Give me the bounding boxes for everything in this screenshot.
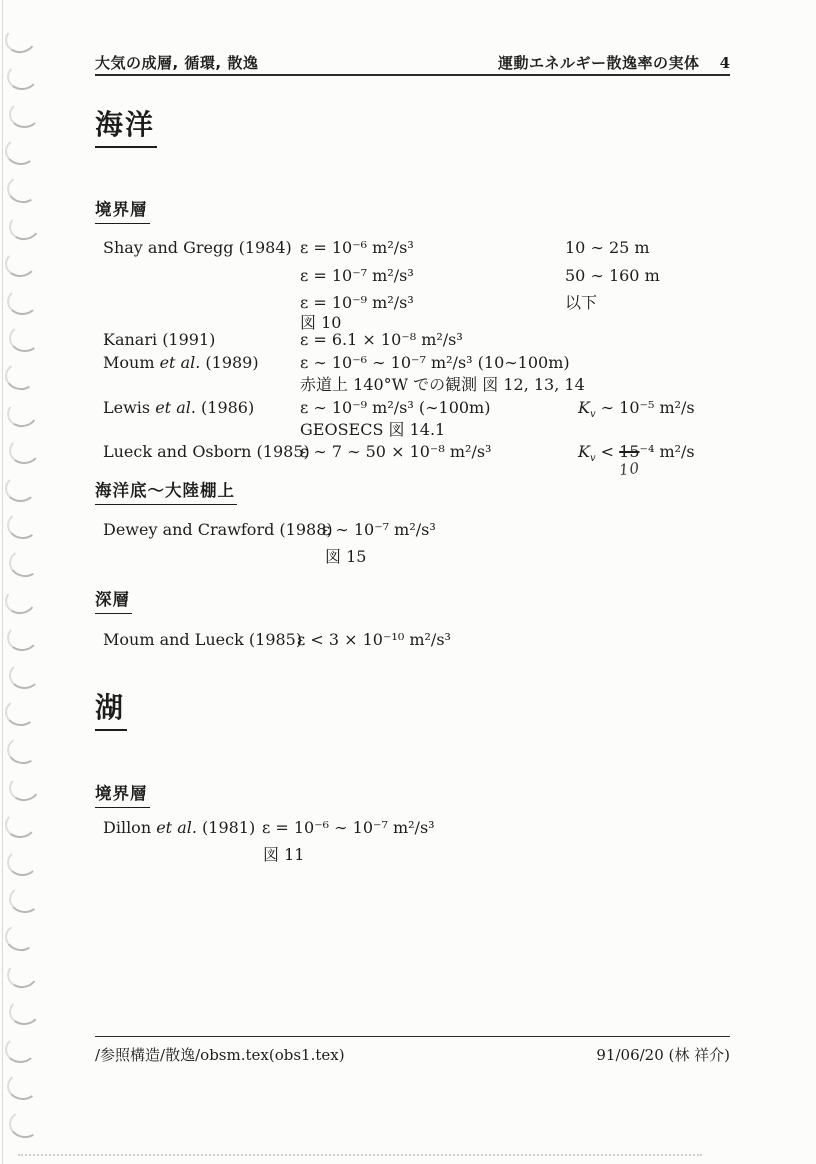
reference-label: Moum and Lueck (1985) (103, 630, 303, 649)
subsection-title-boundary-layer: 境界層 (95, 196, 150, 224)
page-number: 4 (719, 54, 730, 72)
figure-reference: GEOSECS 図 14.1 (300, 420, 446, 439)
binding-hole (3, 360, 38, 392)
epsilon-formula: ε ∼ 10⁻⁷ m²/s³ (322, 520, 436, 539)
epsilon-formula: ε = 10⁻⁶ ∼ 10⁻⁷ m²/s³ (262, 818, 435, 837)
reference-label (103, 353, 259, 372)
binding-hole (8, 997, 41, 1027)
epsilon-formula: ε ∼ 7 ∼ 50 × 10⁻⁸ m²/s³ (300, 442, 492, 461)
struck-value: 15 (619, 442, 640, 461)
binding-hole (5, 173, 40, 205)
page-edge-line (2, 0, 3, 1164)
reference-label: Dewey and Crawford (1988) (103, 520, 333, 539)
footer-rule (95, 1036, 730, 1037)
kv-subscript: v (589, 453, 596, 465)
kv-symbol: K (578, 398, 590, 417)
binding-hole (4, 249, 37, 279)
ref-year: (1986) (195, 398, 255, 417)
binding-hole (5, 734, 40, 766)
binding-hole (6, 623, 39, 653)
binding-hole (8, 324, 41, 354)
binding-hole (5, 475, 36, 502)
footer-date-author: 91/06/20 (林 祥介) (596, 1046, 730, 1064)
kv-subscript: v (589, 409, 596, 421)
reference-label: Shay and Gregg (1984) (103, 238, 292, 257)
depth-range-note: 10 ∼ 25 m (565, 238, 650, 257)
footer-path: /参照構造/散逸/obsm.tex(obs1.tex) (95, 1046, 345, 1064)
depth-range-note: 以下 (565, 293, 598, 312)
binding-hole (6, 62, 39, 92)
page-header-left: 大気の成層, 循環, 散逸 (95, 54, 259, 72)
epsilon-formula: ε ∼ 10⁻⁶ ∼ 10⁻⁷ m²/s³ (10∼100m) (300, 353, 570, 372)
reference-label: Lueck and Osborn (1985) (103, 442, 310, 461)
page-header-right (498, 52, 730, 73)
binding-hole (8, 885, 41, 915)
binding-hole (7, 288, 38, 315)
reference-label: Kanari (1991) (103, 330, 216, 349)
binding-hole (3, 585, 38, 617)
ref-text: Dillon (103, 818, 157, 837)
ref-year: (1989) (200, 353, 259, 372)
epsilon-formula: ε = 10⁻⁹ m²/s³ (300, 293, 414, 312)
binding-hole (7, 211, 42, 243)
binding-hole (4, 698, 37, 728)
header-right-title: 運動エネルギー散逸率の実体 (498, 54, 700, 72)
binding-hole (7, 772, 42, 804)
binding-hole (7, 547, 42, 579)
binding-hole (7, 1108, 42, 1140)
kv-value: ∼ 10⁻⁵ m²/s (595, 398, 695, 417)
ref-et-al: et al. (156, 818, 197, 837)
kv-note (578, 398, 695, 424)
epsilon-formula: ε = 10⁻⁷ m²/s³ (300, 266, 414, 285)
reference-label (103, 398, 254, 417)
reference-label (103, 818, 255, 837)
binding-hole (4, 810, 37, 840)
ref-et-al: et al. (159, 353, 201, 372)
subsection-title-deep-layer: 深層 (95, 586, 132, 614)
binding-hole (8, 436, 41, 466)
binding-hole (3, 24, 38, 56)
binding-hole (6, 511, 39, 541)
binding-hole (6, 1072, 39, 1102)
ref-et-al: et al. (155, 398, 196, 417)
binding-hole (9, 101, 40, 128)
subsection-title-seafloor-shelf: 海洋底〜大陸棚上 (95, 477, 237, 505)
ref-text: Lewis (103, 398, 156, 417)
binding-hole (5, 959, 40, 991)
binding-hole (9, 662, 40, 689)
kv-symbol: K (578, 442, 590, 461)
figure-reference: 図 10 (300, 313, 342, 332)
epsilon-formula: ε = 6.1 × 10⁻⁸ m²/s³ (300, 330, 463, 349)
section-title-ocean: 海洋 (95, 103, 157, 148)
binding-hole (3, 921, 38, 953)
scan-artifact-line (18, 1154, 702, 1156)
subsection-title-lake-boundary-layer: 境界層 (95, 780, 150, 808)
figure-reference: 図 15 (325, 547, 367, 566)
section-title-lake: 湖 (95, 686, 127, 731)
binding-hole (5, 398, 40, 430)
kv-operator: < (595, 442, 620, 461)
binding-hole (4, 137, 37, 167)
epsilon-formula: ε < 3 × 10⁻¹⁰ m²/s³ (297, 630, 451, 649)
handwritten-correction: 10 (617, 458, 642, 480)
head-rule (95, 74, 730, 76)
ref-year: (1981) (196, 818, 256, 837)
observation-note: 赤道上 140°W での観測 図 12, 13, 14 (300, 375, 585, 394)
binding-hole (5, 1036, 36, 1063)
epsilon-formula: ε = 10⁻⁶ m²/s³ (300, 238, 414, 257)
ref-text: Moum (103, 353, 160, 372)
kv-unit: ⁻⁴ m²/s (639, 442, 695, 461)
depth-range-note: 50 ∼ 160 m (565, 266, 660, 285)
binding-hole (7, 849, 38, 876)
figure-reference: 図 11 (263, 845, 305, 864)
epsilon-formula: ε ∼ 10⁻⁹ m²/s³ (∼100m) (300, 398, 491, 417)
